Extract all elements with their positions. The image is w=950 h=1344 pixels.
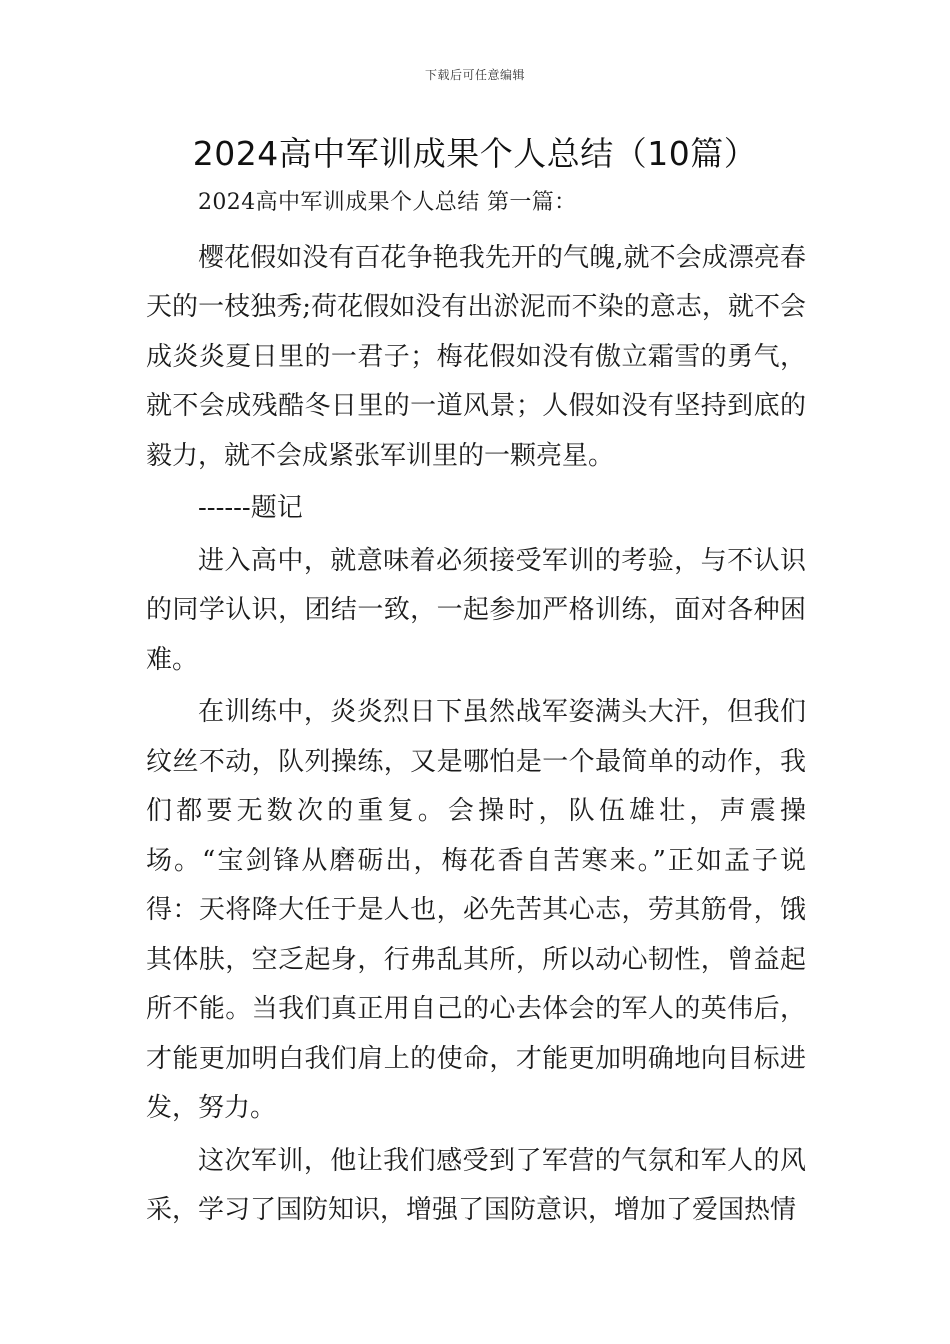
document-body	[146, 178, 806, 1236]
paragraph-entering-high-school: 进入高中，就意味着必须接受军训的考验，与不认识的同学认识，团结一致，一起参加严格训练，面对各种困难。	[146, 545, 806, 675]
section-heading: 2024高中军训成果个人总结 第一篇：	[198, 190, 577, 215]
paragraph-training: 在训练中，炎炎烈日下虽然战军姿满头大汗，但我们纹丝不动，队列操练，又是哪怕是一个最简单的动作，我们都要无数次的重复。会操时，队伍雄壮，声震操场。“宝剑锋从磨砺出，梅花香自苦寒来。”正如孟子说得：天将降大任于是人也，必先苦其心志，劳其筋骨，饿其体肤，空乏起身，行弗乱其所，所以动心韧性，曾益起所不能。当我们真正用自己的心去体会的军人的英伟后，才能更加明白我们肩上的使命，才能更加明确地向目标进发，努力。	[146, 697, 806, 1123]
paragraph-epigraph-note: ------题记	[198, 493, 303, 523]
paragraph-intro: 樱花假如没有百花争艳我先开的气魄,就不会成漂亮春天的一枝独秀;荷花假如没有出淤泥而不染的意志，就不会成炎炎夏日里的一君子；梅花假如没有傲立霜雪的勇气，就不会成残酷冬日里的一道风景；人假如没有坚持到底的毅力，就不会成紧张军训里的一颗亮星。	[146, 242, 806, 471]
header-note: 下载后可任意编辑	[424, 68, 525, 82]
paragraph-reflection: 这次军训，他让我们感受到了军营的气氛和军人的风采，学习了国防知识，增强了国防意识，增加了爱国热情	[146, 1145, 806, 1225]
document-title: 2024高中军训成果个人总结（10篇）	[192, 134, 758, 173]
